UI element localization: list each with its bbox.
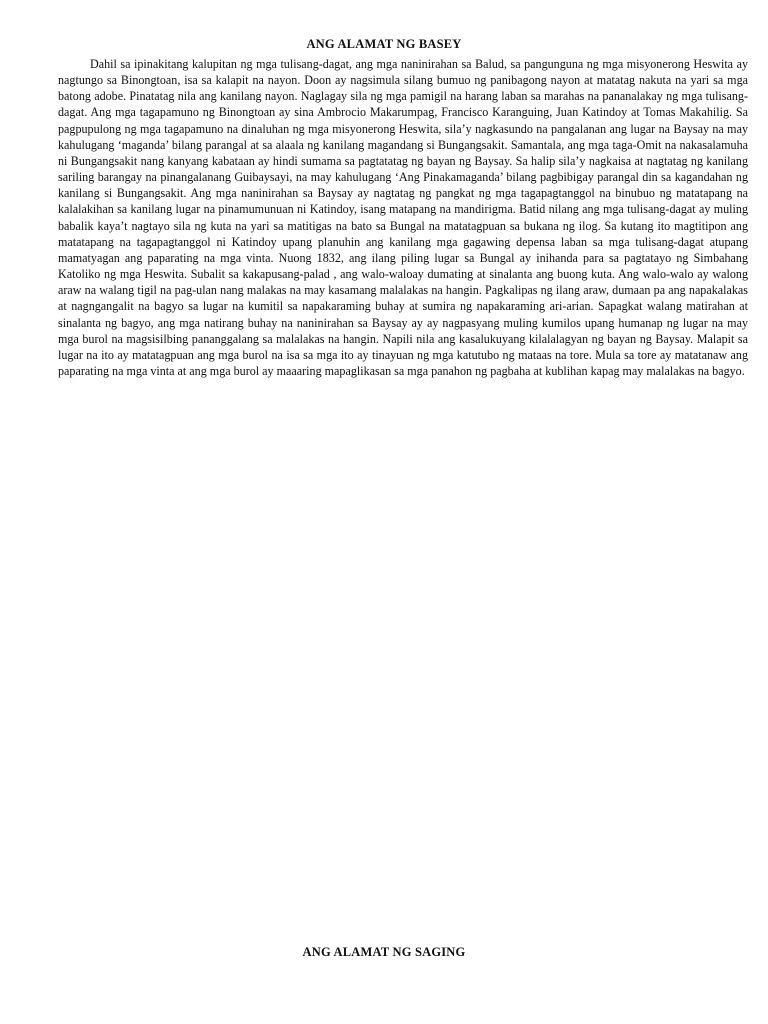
story-title-saging: ANG ALAMAT NG SAGING <box>302 945 466 959</box>
story-paragraph: Dahil sa ipinakitang kalupitan ng mga tulisang-dagat, ang mga naninirahan sa Balud, sa pangunguna ng mga misyonerong Heswita ay nagtungo sa Binongtoan, isa sa kalapit na nayon. Doon ay nagsimula silang bumuo ng panibagong nayon at matatag nakuta na yari sa mga batong adobe. Pinatatag nila ang kanilang nayon. Naglagay sila ng mga pamigil na harang laban sa marahas na pananalakay ng mga tulisang-dagat. Ang mga tagapamuno ng Binongtoan ay sina Ambrocio Makarumpag, Francisco Karanguing, Juan Katindoy at Tomas Makahilig. Sa pagpupulong ng mga tagapamuno na dinaluhan ng mga misyonerong Heswita, sila’y nagkasundo na pangalanan ang lugar na Baysay na may kahulugang ‘maganda’ bilang parangal at sa alaala ng kanilang magandang si Bungangsakit. Samantala, ang mga taga-Omit na nakasalamuha ni Bungangsakit nang kanyang kabataan ay hindi sumama sa pagtatatag ng bayan ng Baysay. Sa halip sila’y nagkaisa at nagtatag ng kanilang sariling barangay na pinangalanang Guibaysayi, na may kahulugang ‘Ang Pinakamaganda’ bilang pagbibigay parangal din sa kagandahan ng kanilang si Bungangsakit. Ang mga naninirahan sa Baysay ay nagtatag ng pangkat ng mga tagapagtanggol na binubuo ng matatapang na kalalakihan sa kanilang lugar na pinamumunuan ni Katindoy, isang matapang na mandirigma. Batid nilang ang mga tulisang-dagat ay muling babalik kaya’t nagtayo sila ng kuta na yari sa matitigas na bato sa Bungal na matatagpuan sa bukana ng ilog. Sa kutang ito magtitipon ang matatapang na tagapagtanggol ni Katindoy upang planuhin ang kanilang mga gagawing depensa laban sa mga tulisang-dagat atupang mamatyagan ang paparating na mga vinta. Nuong 1832, ang ilang piling lugar sa Bungal ay inihanda para sa pagtatayo ng Simbahang Katoliko ng mga Heswita. Subalit sa kakapusang-palad , ang walo-waloay dumating at sinalanta ang buong kuta. Ang walo-walo ay walong araw na walang tigil na pag-ulan nang malakas na may kasamang malalakas na hangin. Pagkalipas ng ilang araw, dumaan pa ang napakalakas at nagngangalit na bagyo sa lugar na kumitil sa napakaraming buhay at sumira ng napakaraming ari-arian. Sapagkat walang matirahan at sinalanta ng bagyo, ang mga natirang buhay na naninirahan sa Baysay ay ay nagpasyang muling kumilos upang humanap ng lugar na may mga burol na magsisilbing pananggalang sa malalakas na hangin. Napili nila ang kasalukuyang kilalalagyan ng bayan ng Baysay. Malapit sa lugar na ito ay matatagpuan ang mga burol na isa sa mga ito ay tinayuan ng mga katutubo ng mataas na tore. Mula sa tore ay matatanaw ang paparating na mga vinta at ang mga burol ay maaaring mapaglikasan sa mga panahon ng pagbaha at kublihan kapag may malalakas na bagyo. <box>58 57 748 378</box>
story-title-basey: ANG ALAMAT NG BASEY <box>306 37 462 51</box>
